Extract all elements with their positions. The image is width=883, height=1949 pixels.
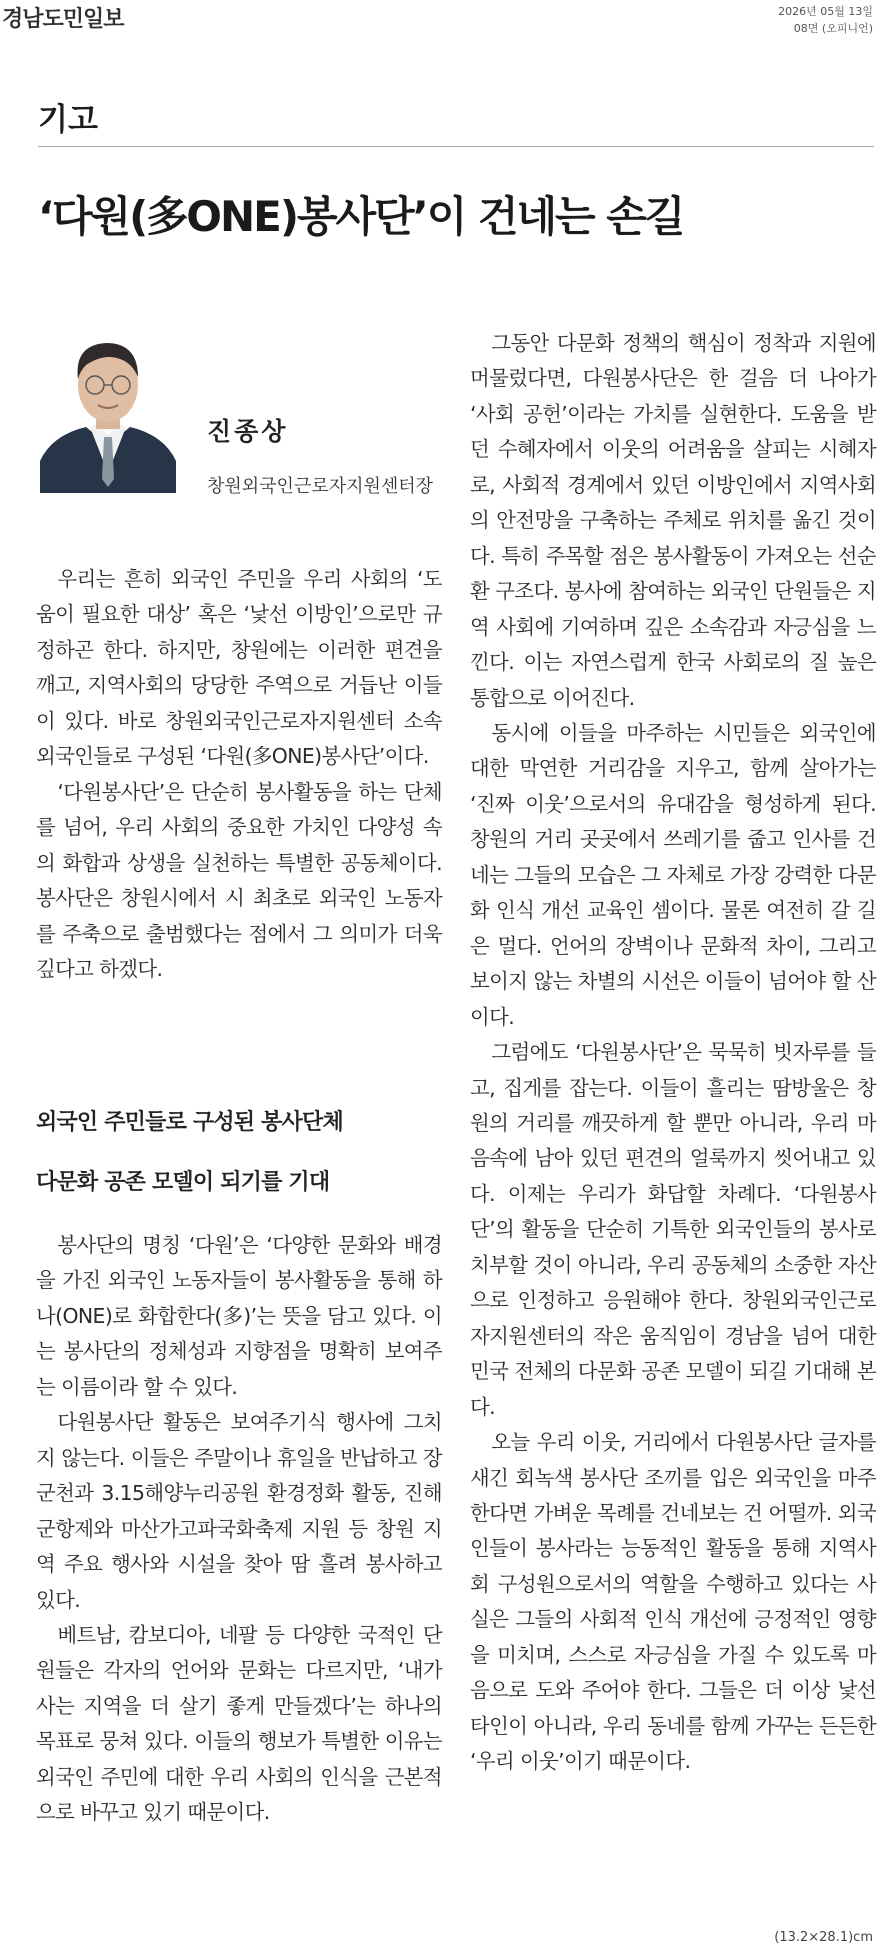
author-name: 진종상 [207,417,289,446]
left-column-intro [36,562,442,987]
section-label: 기고 [38,102,98,138]
section-divider [38,146,874,147]
page-section: 08면 (오피니언) [793,22,873,35]
paragraph: ‘다원봉사단’은 단순히 봉사활동을 하는 단체를 넘어, 우리 사회의 중요한 가치인 다양성 속의 화합과 상생을 실천하는 특별한 공동체이다. 봉사단은 창원시에서 시 최초로 외국인 노동자를 주축으로 출범했다는 점에서 그 의미가 더욱 깊다고 하겠다. [36,779,442,981]
issue-meta [778,3,873,37]
subheading-line: 다문화 공존 모델이 되기를 기대 [36,1170,330,1195]
paragraph: 그동안 다문화 정책의 핵심이 정착과 지원에 머물렀다면, 다원봉사단은 한 걸음 더 나아가 ‘사회 공헌’이라는 가치를 실현한다. 도움을 받던 수혜자에서 이웃의 어려움을 살피는 시혜자로, 사회적 경계에서 있던 이방인에서 지역사회의 안전망을 구축하는 주체로 위치를 옮긴 것이다. 특히 주목할 점은 봉사활동이 가져오는 선순환 구조다. 봉사에 참여하는 외국인 단원들은 지역 사회에 기여하며 깊은 소속감과 자긍심을 느낀다. 이는 자연스럽게 한국 사회로의 질 높은 통합으로 이어진다. [470,331,876,710]
headline: ‘다원(多ONE)봉사단’이 건네는 손길 [38,192,684,241]
left-column-body [36,1228,442,1831]
article-size: (13.2×28.1)cm [774,1930,873,1945]
right-column [470,326,876,1780]
paragraph: 그럼에도 ‘다원봉사단’은 묵묵히 빗자루를 들고, 집게를 잡는다. 이들이 흘리는 땀방울은 창원의 거리를 깨끗하게 할 뿐만 아니라, 우리 마음속에 남아 있던 편견의 얼룩까지 씻어내고 있다. 이제는 우리가 화답할 차례다. ‘다원봉사단’의 활동을 단순히 기특한 외국인들의 봉사로 치부할 것이 아니라, 우리 공동체의 소중한 자산으로 인정하고 응원해야 한다. 창원외국인근로자지원센터의 작은 움직임이 경남을 넘어 대한민국 전체의 다문화 공존 모델이 되길 기대해 본다. [470,1040,876,1419]
paragraph: 우리는 흔히 외국인 주민을 우리 사회의 ‘도움이 필요한 대상’ 혹은 ‘낯선 이방인’으로만 규정하곤 한다. 하지만, 창원에는 이러한 편견을 깨고, 지역사회의 당당한 주역으로 거듭난 이들이 있다. 바로 창원외국인근로자지원센터 소속 외국인들로 구성된 ‘다원(多ONE)봉사단’이다. [36,567,442,769]
author-portrait-icon [40,323,176,493]
subheading [36,1093,442,1213]
paragraph: 오늘 우리 이웃, 거리에서 다원봉사단 글자를 새긴 회녹색 봉사단 조끼를 입은 외국인을 마주한다면 가벼운 목례를 건네보는 건 어떨까. 외국인들이 봉사라는 능동적인 활동을 통해 지역사회 구성원으로서의 역할을 수행하고 있다는 사실은 그들의 사회적 인식 개선에 긍정적인 영향을 미치며, 스스로 자긍심을 가질 수 있도록 마음으로 도와 주어야 한다. 그들은 더 이상 낯선 타인이 아니라, 우리 동네를 함께 가꾸는 든든한 ‘우리 이웃’이기 때문이다. [470,1430,876,1774]
newspaper-name: 경남도민일보 [2,7,124,32]
paragraph: 다원봉사단 활동은 보여주기식 행사에 그치지 않는다. 이들은 주말이나 휴일을 반납하고 장군천과 3.15해양누리공원 환경정화 활동, 진해군항제와 마산가고파국화축제 지원 등 창원 지역 주요 행사와 시설을 찾아 땀 흘려 봉사하고 있다. [36,1410,442,1612]
paragraph: 동시에 이들을 마주하는 시민들은 외국인에 대한 막연한 거리감을 지우고, 함께 살아가는 ‘진짜 이웃’으로서의 유대감을 형성하게 된다. 창원의 거리 곳곳에서 쓰레기를 줍고 인사를 건네는 그들의 모습은 그 자체로 가장 강력한 다문화 인식 개선 교육인 셈이다. 물론 여전히 갈 길은 멀다. 언어의 장벽이나 문화적 차이, 그리고 보이지 않는 차별의 시선은 이들이 넘어야 할 산이다. [470,720,876,1029]
subheading-line: 외국인 주민들로 구성된 봉사단체 [36,1110,343,1135]
author-title: 창원외국인근로자지원센터장 [207,476,434,497]
paragraph: 봉사단의 명칭 ‘다원’은 ‘다양한 문화와 배경을 가진 외국인 노동자들이 봉사활동을 통해 하나(ONE)로 화합한다(多)’는 뜻을 담고 있다. 이는 봉사단의 정체성과 지향점을 명확히 보여주는 이름이라 할 수 있다. [36,1233,442,1399]
issue-date: 2026년 05월 13일 [778,5,873,18]
paragraph: 베트남, 캄보디아, 네팔 등 다양한 국적인 단원들은 각자의 언어와 문화는 다르지만, ‘내가 사는 지역을 더 살기 좋게 만들겠다’는 하나의 목표로 뭉쳐 있다. 이들의 행보가 특별한 이유는 외국인 주민에 대한 우리 사회의 인식을 근본적으로 바꾸고 있기 때문이다. [36,1622,442,1825]
author-photo [40,323,176,493]
